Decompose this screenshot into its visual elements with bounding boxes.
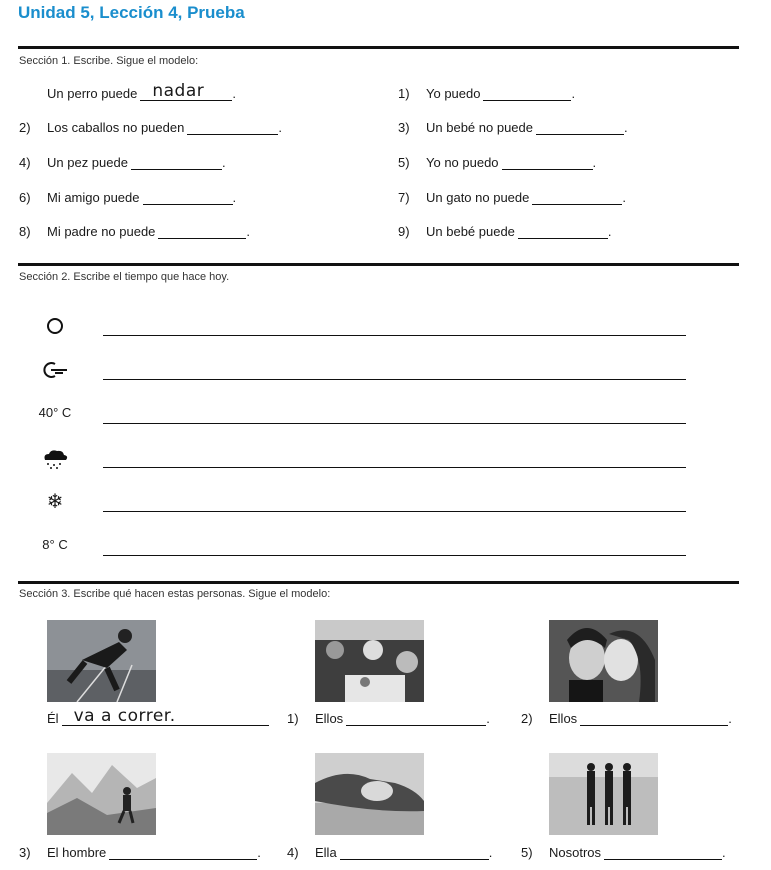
answer-blank[interactable] <box>109 845 257 860</box>
model-answer-blank <box>62 706 269 726</box>
page-title: Unidad 5, Lección 4, Prueba <box>18 3 245 22</box>
section3-item-1: 1) Ellos . <box>287 711 490 726</box>
answer-blank[interactable] <box>483 86 571 101</box>
model-text: Un perro puede <box>47 86 138 101</box>
windy-sun-icon <box>34 360 76 383</box>
section3-item-2: 2) Ellos . <box>521 711 732 726</box>
section1-item-2: 2) Los caballos no pueden . <box>19 120 282 135</box>
rain-cloud-icon <box>34 448 76 473</box>
model-answer: nadar <box>152 81 205 101</box>
swimmers-photo <box>549 753 658 835</box>
section1-item-6: 6) Mi amigo puede . <box>19 190 237 205</box>
weather-answer-line[interactable] <box>103 555 686 556</box>
answer-blank[interactable] <box>502 155 593 170</box>
model-subject: Él <box>47 711 59 726</box>
dinner-party-photo <box>315 620 424 702</box>
model-answer-blank <box>140 81 232 101</box>
weather-answer-line[interactable] <box>103 335 686 336</box>
section1-item-4: 4) Un pez puede . <box>19 155 226 170</box>
answer-blank[interactable] <box>187 120 278 135</box>
temperature-label: 8° C <box>42 537 68 552</box>
answer-blank[interactable] <box>604 845 722 860</box>
kissing-couple-photo <box>549 620 658 702</box>
weather-answer-line[interactable] <box>103 379 686 380</box>
section3-item-5: 5) Nosotros . <box>521 845 726 860</box>
answer-blank[interactable] <box>580 711 728 726</box>
answer-blank[interactable] <box>158 224 246 239</box>
section1-item-3: 3) Un bebé no puede . <box>398 120 628 135</box>
answer-blank[interactable] <box>143 190 233 205</box>
section1-item-8: 8) Mi padre no puede . <box>19 224 251 239</box>
answer-blank[interactable] <box>532 190 622 205</box>
section-divider <box>18 46 739 49</box>
section1-instruction: Sección 1. Escribe. Sigue el modelo: <box>19 55 199 67</box>
answer-blank[interactable] <box>346 711 486 726</box>
answer-blank[interactable] <box>536 120 624 135</box>
sleeping-woman-photo <box>315 753 424 835</box>
section2-instruction: Sección 2. Escribe el tiempo que hace hoy. <box>19 271 230 283</box>
mountain-hiker-photo <box>47 753 156 835</box>
answer-blank[interactable] <box>518 224 608 239</box>
section3-instruction: Sección 3. Escribe qué hacen estas personas. Sigue el modelo: <box>19 588 331 600</box>
answer-blank[interactable] <box>340 845 489 860</box>
weather-answer-line[interactable] <box>103 467 686 468</box>
sprinter-photo <box>47 620 156 702</box>
section-divider <box>18 581 739 584</box>
section3-item-3: 3) El hombre . <box>19 845 261 860</box>
weather-answer-line[interactable] <box>103 423 686 424</box>
temperature-label: 40° C <box>38 405 72 420</box>
section1-item-1: 1) Yo puedo . <box>398 86 576 101</box>
answer-blank[interactable] <box>131 155 222 170</box>
sun-icon <box>34 316 76 339</box>
section3-model <box>47 706 269 726</box>
section-divider <box>18 263 739 266</box>
section1-model: Un perro puede nadar . <box>47 81 236 101</box>
snowflake-icon: ❄ <box>46 491 64 513</box>
model-answer: va a correr. <box>73 706 176 726</box>
section1-item-9: 9) Un bebé puede . <box>398 224 612 239</box>
section1-item-5: 5) Yo no puedo . <box>398 155 597 170</box>
section3-item-4: 4) Ella . <box>287 845 493 860</box>
weather-answer-line[interactable] <box>103 511 686 512</box>
section1-item-7: 7) Un gato no puede . <box>398 190 626 205</box>
